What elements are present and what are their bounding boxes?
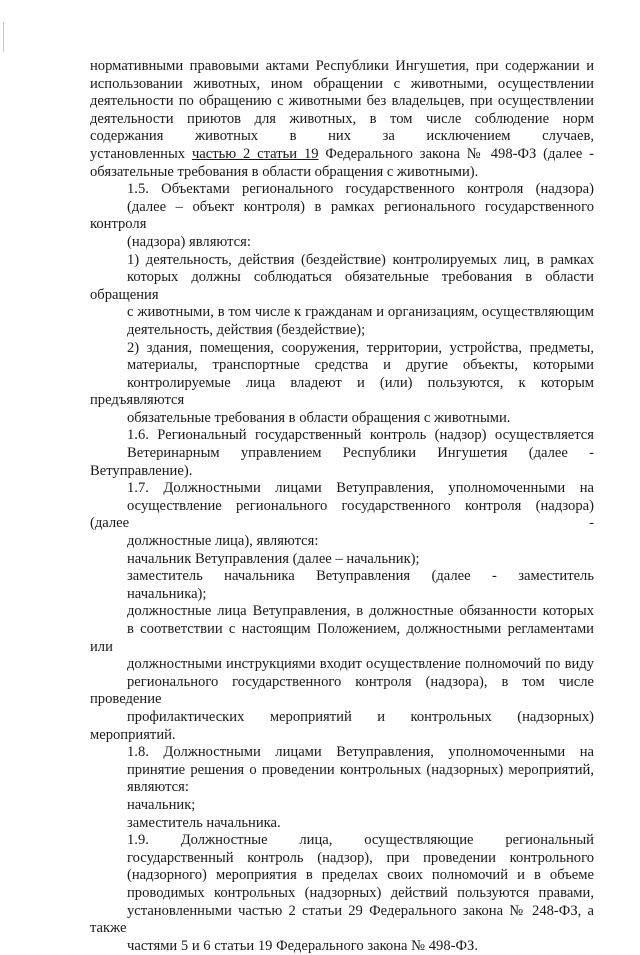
text-line: 1) деятельность, действия (бездействие) контролируемых лиц, в рамках (127, 251, 594, 268)
text-line: заместитель начальника Ветуправления (далее - заместитель (127, 568, 594, 585)
paragraph (90, 480, 594, 550)
text-line: регионального государственного контроля (надзора), в том числе проведение (90, 673, 594, 708)
paragraph (90, 832, 594, 955)
text-line: которых должны соблюдаться обязательные требования в области обращения (90, 269, 594, 303)
text-line: являются: (127, 779, 189, 796)
text-line: 1.5. Объектами регионального государственного контроля (надзора) (127, 181, 594, 198)
text-line: контролируемые лица владеют и (или) пользуются, к которым предъявляются (90, 374, 594, 409)
text-line: должностные лица), являются: (127, 533, 319, 550)
text-line: проводимых контрольных (надзорных) действий пользуются правами, (127, 884, 594, 901)
text-line (90, 146, 594, 164)
paragraph (90, 252, 594, 340)
text-line: с животными, в том числе к гражданам и организациям, осуществляющим (127, 304, 594, 321)
paragraph (90, 58, 594, 181)
law-reference-link: частью 2 статьи 19 (191, 145, 319, 162)
text-line: материалы, транспортные средства и другие объекты, которыми (127, 357, 594, 374)
text-line: деятельности по обращению с животными без владельцев, при осуществлении (90, 93, 594, 110)
text-line: нормативными правовыми актами Республики Ингушетия, при содержании и (90, 58, 594, 74)
paragraph (90, 181, 594, 251)
text-line: начальника); (127, 585, 207, 602)
text-line: обязательные требования в области обращения с животными. (127, 409, 511, 426)
paragraph (90, 797, 594, 815)
text-line: государственный контроль (надзор), при проведении контрольного (127, 849, 594, 866)
text-line: частями 5 и 6 статьи 19 Федерального закона № 498-ФЗ. (127, 937, 478, 954)
paragraph (90, 603, 594, 744)
text-segment: установленных (90, 145, 192, 162)
text-line: деятельности приютов для животных, в том числе соблюдение норм (90, 110, 594, 127)
document-body (90, 58, 594, 955)
text-line: осуществление регионального государственного контроля (надзора) (далее - (90, 497, 594, 532)
paragraph (90, 815, 594, 833)
text-line: Ветеринарным управлением Республики Ингушетия (далее - Ветуправление). (90, 445, 594, 479)
text-line: профилактических мероприятий и контрольных (надзорных) мероприятий. (90, 708, 594, 743)
text-line: установленными частью 2 статьи 29 Федерального закона № 248-ФЗ, а также (90, 902, 594, 937)
text-line: 1.8. Должностными лицами Ветуправления, уполномоченными на (127, 744, 594, 761)
text-line: начальник Ветуправления (далее – начальник); (127, 550, 420, 567)
text-line: обязательные требования в области обращения с животными). (90, 163, 479, 180)
text-line: в соответствии с настоящим Положением, должностными регламентами или (90, 621, 594, 655)
text-line: заместитель начальника. (127, 814, 281, 831)
text-line: (надзора) являются: (127, 233, 251, 250)
text-line: принятие решения о проведении контрольных (надзорных) мероприятий, (127, 761, 594, 778)
paragraph (90, 427, 594, 480)
text-line: начальник; (127, 796, 196, 813)
paragraph (90, 568, 594, 603)
text-line: 1.9. Должностные лица, осуществляющие региональный (127, 832, 594, 849)
text-line: должностными инструкциями входит осуществление полномочий по виду (127, 656, 594, 673)
text-line: 1.7. Должностными лицами Ветуправления, уполномоченными на (127, 480, 594, 497)
text-line: деятельность, действия (бездействие); (127, 321, 366, 338)
text-segment: Федерального закона № 498-ФЗ (далее - (318, 145, 595, 162)
text-line: использовании животных, ином обращении с животными, осуществлении (90, 75, 594, 92)
paragraph (90, 551, 594, 569)
text-line: содержания животных в них за исключением случаев, (90, 128, 594, 145)
text-line: 1.6. Региональный государственный контроль (надзор) осуществляется (127, 427, 594, 444)
paragraph (90, 744, 594, 797)
paragraph (90, 340, 594, 428)
text-line: (далее – объект контроля) в рамках регионального государственного контроля (90, 198, 594, 233)
text-line: 2) здания, помещения, сооружения, территории, устройства, предметы, (127, 339, 594, 356)
text-line: (надзорного) мероприятия в пределах своих полномочий и в объеме (127, 867, 594, 884)
scan-edge-mark (3, 22, 4, 52)
text-line: должностные лица Ветуправления, в должностные обязанности которых (127, 603, 594, 620)
